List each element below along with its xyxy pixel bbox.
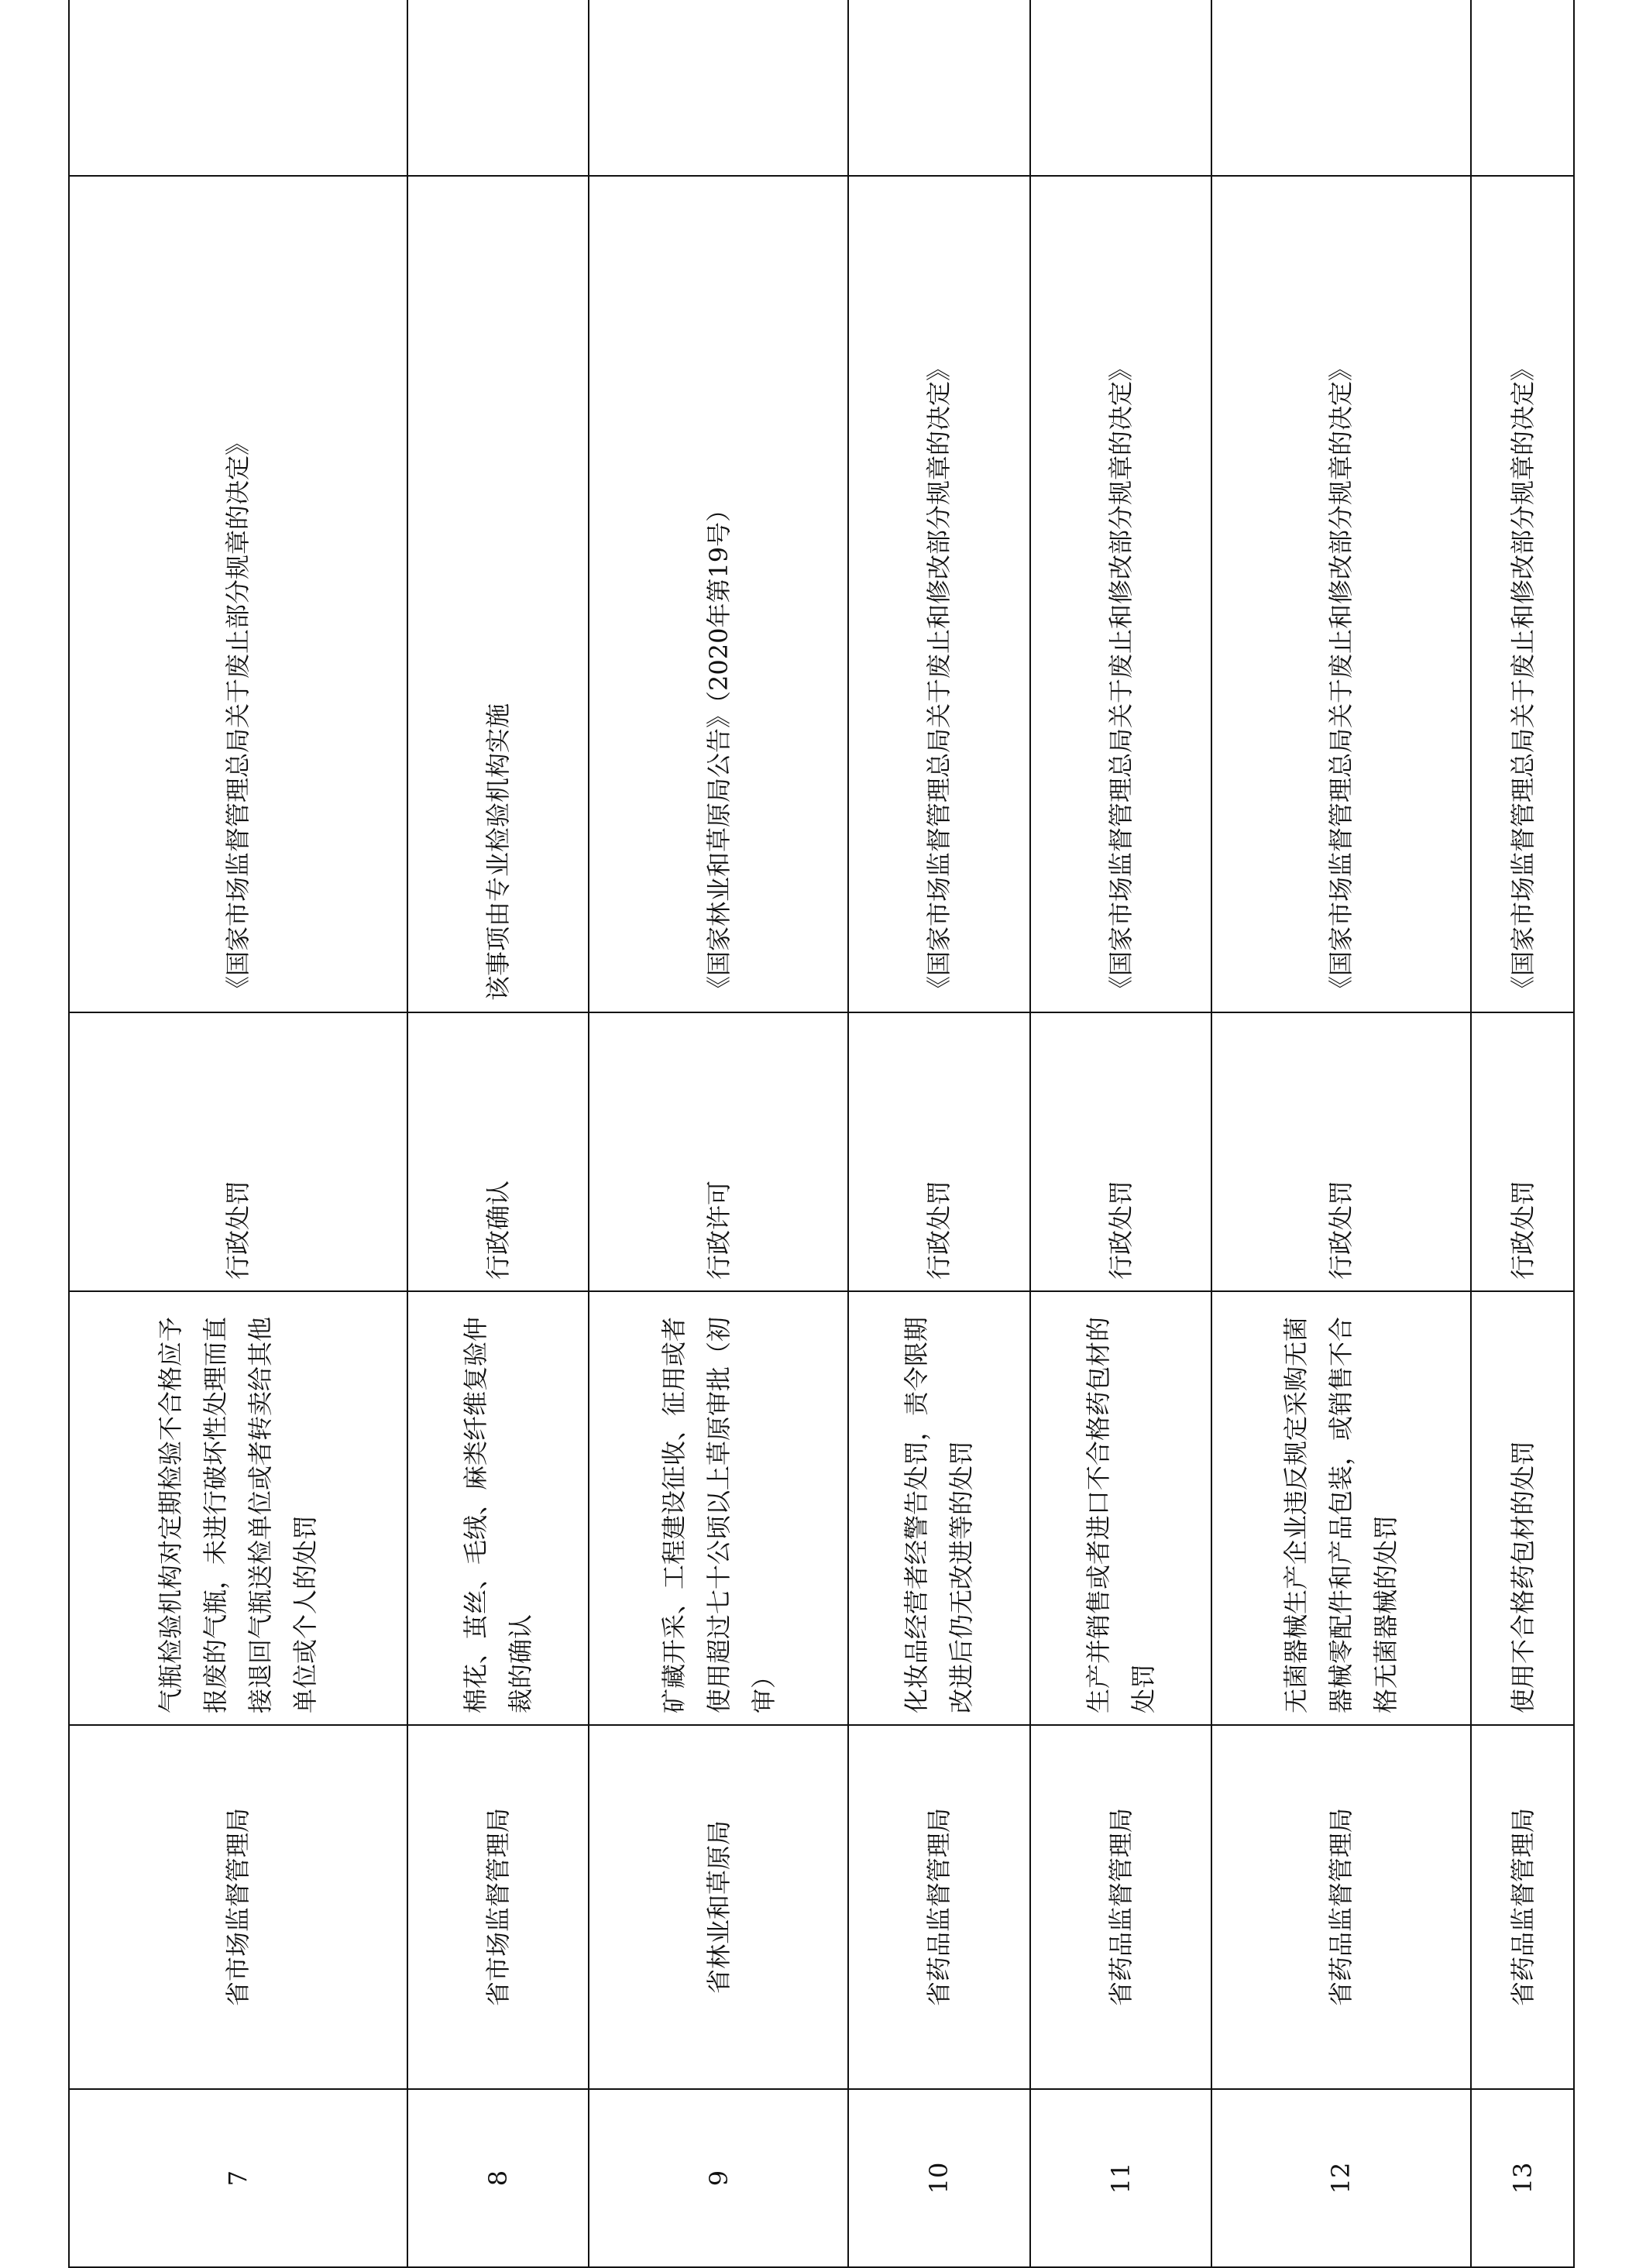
department-cell: 省市场监督管理局	[69, 1725, 407, 2089]
row-number: 12	[1211, 2089, 1471, 2267]
item-cell: 气瓶检验机构对定期检验不合格应予报废的气瓶，未进行破坏性处理而直接退回气瓶送检单位或者转卖给其他单位或个人的处罚	[69, 1291, 407, 1725]
item-cell: 化妆品经营者经警告处罚，责令限期改进后仍无改进等的处罚	[848, 1291, 1029, 1725]
type-cell: 行政许可	[589, 1012, 848, 1291]
department-cell: 省林业和草原局	[589, 1725, 848, 2089]
table-row	[848, 0, 1029, 2267]
basis-cell: 《国家林业和草原局公告》（2020年第19号）	[589, 176, 848, 1012]
basis-cell: 《国家市场监督管理总局关于废止和修改部分规章的决定》	[1471, 176, 1574, 1012]
item-cell: 无菌器械生产企业违反规定采购无菌器械零配件和产品包装，或销售不合格无菌器械的处罚	[1211, 1291, 1471, 1725]
type-cell: 行政处罚	[1030, 1012, 1211, 1291]
table-row	[69, 0, 407, 2267]
department-cell: 省市场监督管理局	[407, 1725, 589, 2089]
row-number: 10	[848, 2089, 1029, 2267]
table-row	[407, 0, 589, 2267]
row-number: 7	[69, 2089, 407, 2267]
type-cell: 行政处罚	[69, 1012, 407, 1291]
type-cell: 行政处罚	[1211, 1012, 1471, 1291]
type-cell: 行政处罚	[848, 1012, 1029, 1291]
note-cell	[1211, 0, 1471, 176]
item-cell: 棉花、茧丝、毛绒、麻类纤维复验仲裁的确认	[407, 1291, 589, 1725]
basis-cell: 《国家市场监督管理总局关于废止部分规章的决定》	[69, 176, 407, 1012]
table-row	[1471, 0, 1574, 2267]
department-cell: 省药品监督管理局	[848, 1725, 1029, 2089]
row-number: 11	[1030, 2089, 1211, 2267]
note-cell	[589, 0, 848, 176]
items-table	[68, 0, 1575, 2268]
item-cell: 生产并销售或者进口不合格药包材的处罚	[1030, 1291, 1211, 1725]
type-cell: 行政处罚	[1471, 1012, 1574, 1291]
table-row	[589, 0, 848, 2267]
basis-cell: 该事项由专业检验机构实施	[407, 176, 589, 1012]
row-number: 8	[407, 2089, 589, 2267]
item-cell: 使用不合格药包材的处罚	[1471, 1291, 1574, 1725]
row-number: 9	[589, 2089, 848, 2267]
note-cell	[848, 0, 1029, 176]
note-cell	[69, 0, 407, 176]
table-row	[1211, 0, 1471, 2267]
department-cell: 省药品监督管理局	[1471, 1725, 1574, 2089]
basis-cell: 《国家市场监督管理总局关于废止和修改部分规章的决定》	[848, 176, 1029, 1012]
note-cell	[1030, 0, 1211, 176]
note-cell	[407, 0, 589, 176]
row-number: 13	[1471, 2089, 1574, 2267]
basis-cell: 《国家市场监督管理总局关于废止和修改部分规章的决定》	[1211, 176, 1471, 1012]
type-cell: 行政确认	[407, 1012, 589, 1291]
department-cell: 省药品监督管理局	[1211, 1725, 1471, 2089]
department-cell: 省药品监督管理局	[1030, 1725, 1211, 2089]
note-cell	[1471, 0, 1574, 176]
table-row	[1030, 0, 1211, 2267]
basis-cell: 《国家市场监督管理总局关于废止和修改部分规章的决定》	[1030, 176, 1211, 1012]
item-cell: 矿藏开采、工程建设征收、征用或者使用超过七十公顷以上草原审批（初审）	[589, 1291, 848, 1725]
